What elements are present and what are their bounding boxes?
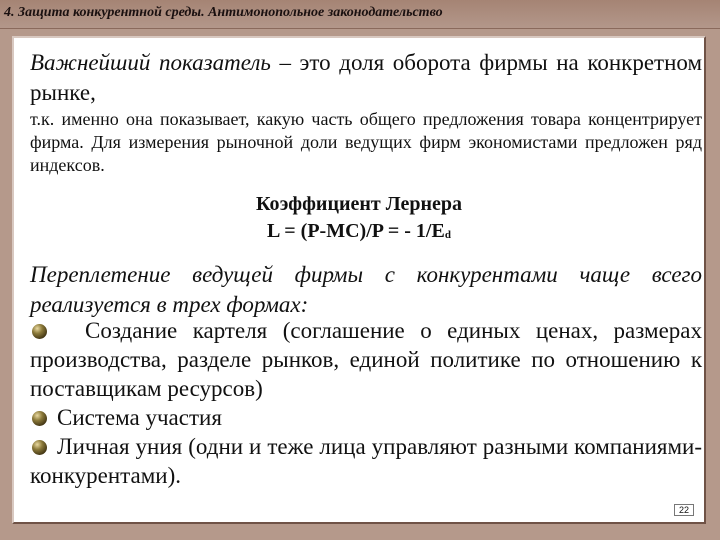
bullet-icon [32,324,47,339]
intro-lead-rest: – это доля оборота фирмы на конкретном рынке, [30,50,703,105]
formula-subscript: d [444,229,451,241]
lerner-title: Коэффициент Лернера [255,193,463,215]
list-item [30,316,702,403]
lerner-formula [14,220,704,243]
list-item [30,432,702,490]
intro-lead-italic: Важнейший показатель [30,50,271,75]
list-item [30,403,702,432]
list-item-text: Система участия [57,405,222,430]
content-panel [12,36,706,524]
forms-intro: Переплетение ведущей фирмы с конкурентами чаще всего реализуется в трех формах: [30,262,702,317]
list-item-text: Личная уния (одни и теже лица управляют разными компаниями- конкурентами). [30,434,702,488]
page-number: 22 [674,504,694,516]
intro-paragraph [30,48,702,108]
slide-title: 4. Защита конкурентной среды. Антимонопольное законодательство [4,5,443,20]
forms-list [30,316,702,490]
list-item-text: Создание картеля (соглашение о единых ценах, размерах производства, разделе рынков, единой политике по отношению к поставщикам ресурсов) [30,318,702,401]
bullet-icon [32,411,47,426]
header-bar [0,0,720,29]
bullet-icon [32,440,47,455]
intro-small-text: т.к. именно она показывает, какую часть общего предложения товара концентрирует фирма. Для измерения рыночной доли ведущих фирм экономистами предложен ряд индексов. [30,109,702,175]
formula-text: L = (P-MC)/P = - 1/E [267,220,445,242]
